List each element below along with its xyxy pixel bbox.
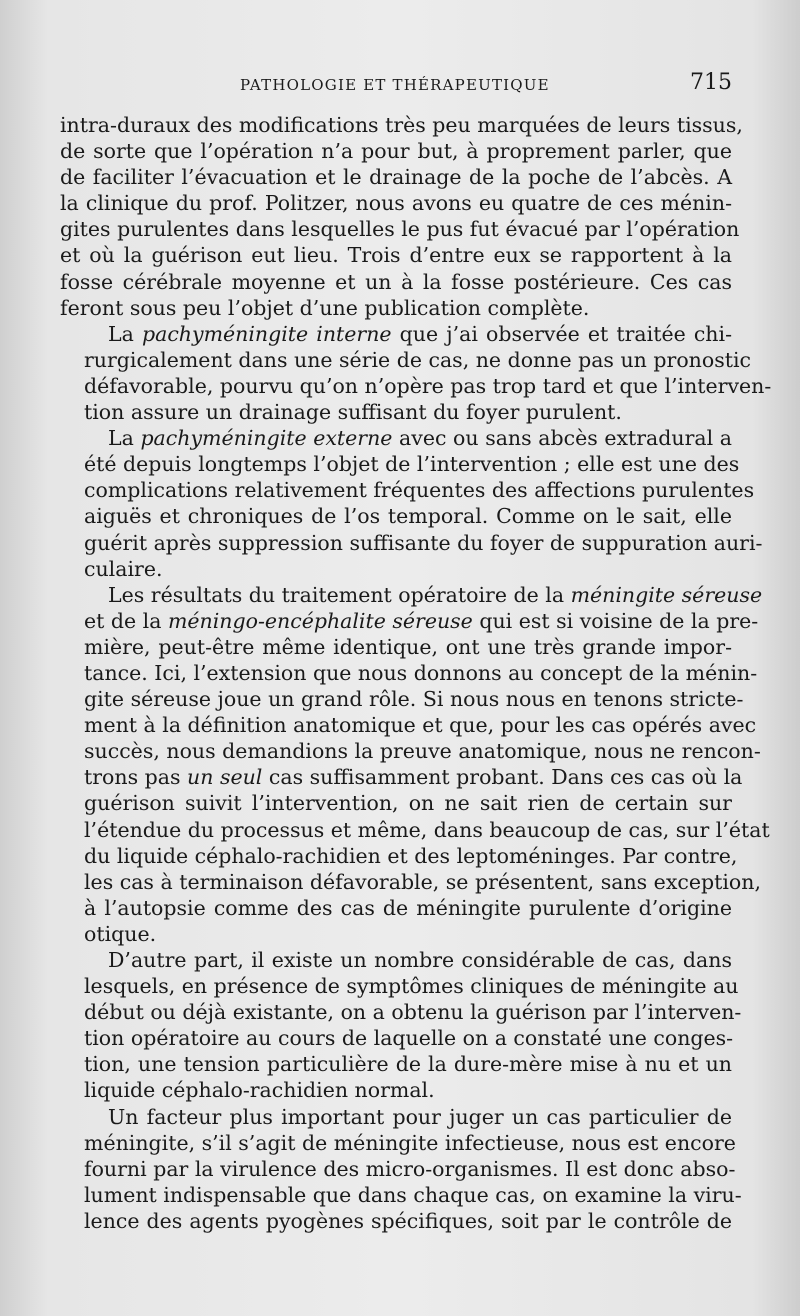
text-line: tion assure un drainage suffisant du foyer purulent. — [84, 400, 622, 425]
paragraph — [60, 321, 772, 425]
text-line: Un facteur plus important pour juger un cas particulier de — [108, 1104, 732, 1129]
text-line: lument indispensable que dans chaque cas, on examine la viru- — [84, 1182, 742, 1207]
text-line: complications relativement fréquentes des affections purulentes — [84, 478, 755, 503]
text-line: tance. Ici, l’extension que nous donnons au concept de la ménin- — [84, 660, 758, 685]
body-text — [60, 112, 772, 1234]
text-line: culaire. — [84, 556, 163, 581]
italic-term: méningite séreuse — [570, 582, 763, 607]
text-line: feront sous peu l’objet d’une publication complète. — [60, 295, 590, 320]
text-line: gite séreuse joue un grand rôle. Si nous nous en tenons stricte- — [84, 687, 744, 712]
text-line: intra-duraux des modifications très peu marquées de leurs tissus, — [60, 113, 743, 137]
text-line: ment à la définition anatomique et que, pour les cas opérés avec — [84, 713, 757, 738]
text-line: D’autre part, il existe un nombre considérable de cas, dans — [108, 948, 732, 972]
paragraph — [60, 947, 742, 1104]
page-header — [60, 68, 740, 102]
text-line: otique. — [84, 921, 157, 946]
text-line: lence des agents pyogènes spécifiques, soit par le contrôle de — [84, 1208, 732, 1233]
text-line: gites purulentes dans lesquelles le pus fut évacué par l’opération — [60, 217, 740, 242]
italic-term: pachyméningite externe — [140, 426, 393, 451]
text-line: et où la guérison eut lieu. Trois d’entre eux se rapportent à la — [60, 243, 732, 268]
text-line: guérison suivit l’intervention, on ne sait rien de certain sur — [84, 791, 732, 816]
page-number: 715 — [690, 70, 732, 95]
text-line: à l’autopsie comme des cas de méningite purulente d’origine — [84, 895, 732, 920]
paragraph — [60, 425, 763, 582]
text-line: de sorte que l’opération n’a pour but, à proprement parler, que — [60, 139, 732, 164]
text-line: fosse cérébrale moyenne et un à la fosse postérieure. Ces cas — [60, 269, 732, 294]
text-line: rurgicalement dans une série de cas, ne donne pas un pronostic — [84, 347, 752, 372]
text-line: mière, peut-être même identique, ont une très grande impor- — [84, 634, 732, 659]
text-line: lesquels, en présence de symptômes cliniques de méningite au — [84, 974, 739, 999]
text-line: La pachyméningite interne que j’ai observée et traitée chi- — [108, 321, 732, 346]
text-line: succès, nous demandions la preuve anatomique, nous ne rencon- — [84, 739, 761, 764]
text-line: début ou déjà existante, on a obtenu la guérison par l’interven- — [84, 1000, 742, 1025]
paragraph — [60, 112, 743, 321]
italic-term: un seul — [187, 765, 263, 790]
text-line: fourni par la virulence des micro-organismes. Il est donc abso- — [84, 1156, 736, 1181]
text-line: aiguës et chroniques de l’os temporal. Comme on le sait, elle — [84, 504, 732, 529]
text-line: été depuis longtemps l’objet de l’intervention ; elle est une des — [84, 452, 740, 477]
running-title: PATHOLOGIE ET THÉRAPEUTIQUE — [240, 76, 550, 94]
italic-term: pachyméningite interne — [141, 321, 392, 346]
text-line: les cas à terminaison défavorable, se présentent, sans exception, — [84, 869, 761, 894]
paragraph — [60, 1104, 742, 1234]
text-line: Les résultats du traitement opératoire de la méningite séreuse — [108, 582, 763, 607]
text-line: méningite, s’il s’agit de méningite infectieuse, nous est encore — [84, 1130, 736, 1155]
text-line: du liquide céphalo-rachidien et des leptoméninges. Par contre, — [84, 843, 738, 868]
text-line: trons pas un seul cas suffisamment probant. Dans ces cas où la — [84, 765, 743, 790]
text-line: de faciliter l’évacuation et le drainage de la poche de l’abcès. A — [60, 165, 732, 190]
text-line: et de la méningo-encéphalite séreuse qui est si voisine de la pre- — [84, 608, 759, 633]
text-line: La pachyméningite externe avec ou sans abcès extradural a — [108, 426, 732, 451]
text-line: la clinique du prof. Politzer, nous avons eu quatre de ces ménin- — [60, 191, 732, 216]
text-line: défavorable, pourvu qu’on n’opère pas trop tard et que l’interven- — [84, 373, 772, 398]
text-line: l’étendue du processus et même, dans beaucoup de cas, sur l’état — [84, 817, 770, 842]
italic-term: méningo-encéphalite séreuse — [167, 608, 473, 633]
text-line: guérit après suppression suffisante du foyer de suppuration auri- — [84, 530, 763, 555]
paragraph — [60, 582, 770, 947]
text-line: tion opératoire au cours de laquelle on a constaté une conges- — [84, 1026, 734, 1051]
text-line: tion, une tension particulière de la dure-mère mise à nu et un — [84, 1052, 732, 1077]
text-line: liquide céphalo-rachidien normal. — [84, 1078, 435, 1103]
